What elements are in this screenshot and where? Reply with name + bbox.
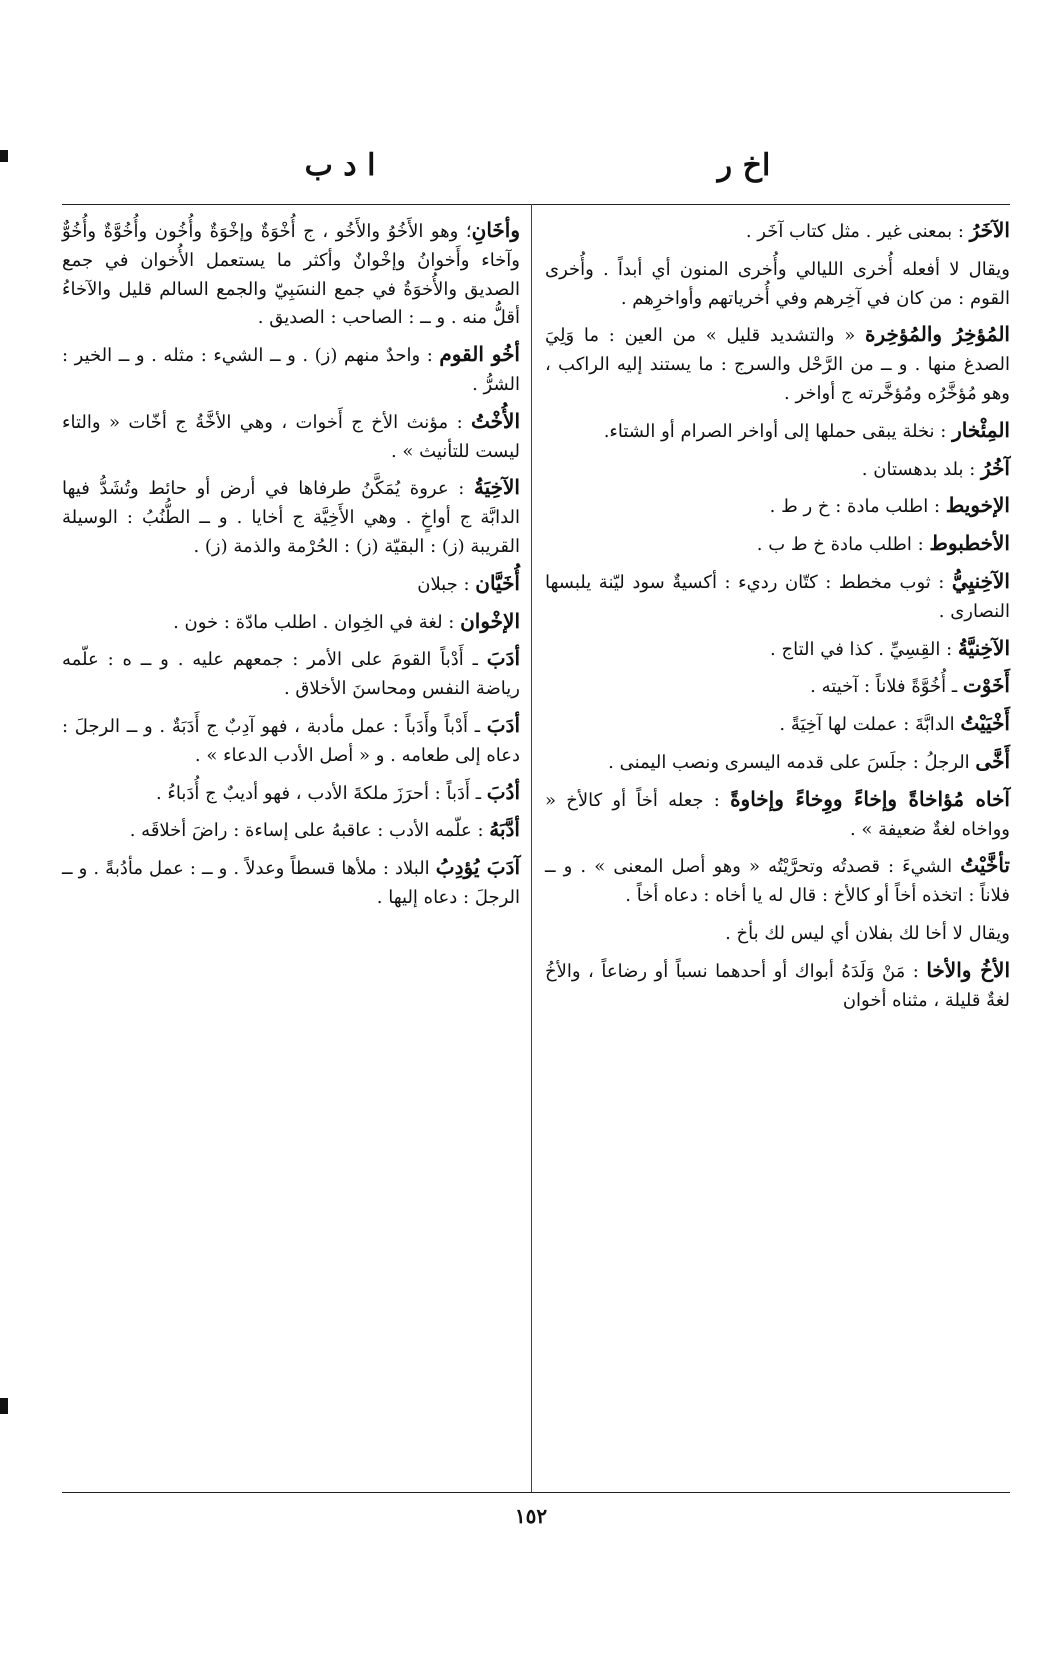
dictionary-entry	[62, 813, 520, 846]
entry-headword: وأخَانِ	[471, 218, 520, 242]
entry-headword: آدَبَ يُؤدِبُ	[435, 855, 521, 880]
dictionary-entry	[545, 669, 1010, 702]
edge-mark	[0, 1398, 8, 1414]
page-number: ١٥٢	[514, 1504, 548, 1528]
entry-definition: : لغة في الخِوان . اطلب مادّة : خون .	[173, 611, 461, 633]
dictionary-entry	[62, 214, 520, 333]
entry-definition: : واحدٌ منهم (ز) . و ــ الشيء : مثله . و ــ الخير : الشرُّ .	[62, 345, 520, 395]
entry-headword: أدُبَ	[486, 779, 520, 804]
dictionary-entry	[545, 632, 1010, 665]
entry-definition: : مَنْ وَلَدَهُ أبواك أو أحدهما نسباً أو رضاعاً ، والأخُ لغةٌ قليلة ، مثناه أخوان	[545, 960, 1010, 1011]
entry-headword: الإخْوان	[460, 608, 520, 633]
dictionary-entry	[545, 527, 1010, 560]
entry-definition: ويقال لا أفعله أُخرى الليالي وأُخرى المنون أي أبداً . وأُخرى القوم : من كان في آخِرهم وفي أُخرياتهم وأواخرِهم .	[545, 258, 1010, 309]
dictionary-entry	[545, 707, 1010, 740]
dictionary-entry	[62, 851, 520, 913]
dictionary-entry	[545, 489, 1010, 522]
entry-definition: : جعله أخاً أو كالأخ « وواخاه لغةٌ ضعيفة » .	[545, 789, 1010, 840]
entry-definition: : مؤنث الأخ ج أَخوات ، وهي الأخَّةُ ج أخّات « والتاء ليست للتأنيث » .	[62, 411, 520, 462]
entry-definition: : اطلب مادة : خ ر ط .	[769, 496, 946, 518]
entry-headword: أخُو القوم	[439, 342, 520, 367]
entry-headword: الآخِيَةُ	[473, 475, 520, 500]
entry-headword: أدَبَ	[486, 712, 520, 737]
entry-definition: ـ أَدَباً : أحرَزَ ملكةَ الأدب ، فهو أديبٌ ج أُدَباءُ .	[155, 782, 487, 804]
entry-definition: ويقال لا أخا لك بفلان أي ليس لك بأخ .	[725, 922, 1010, 944]
dictionary-entry	[545, 783, 1010, 845]
entry-definition: : بلد بدهستان .	[861, 458, 982, 480]
top-rule	[62, 204, 1010, 205]
left-column	[62, 214, 520, 918]
entry-definition: : علّمه الأدب : عاقبهُ على إساءة : راضَ أخلاقَه .	[129, 820, 490, 842]
entry-definition: الرجلُ : جلَسَ على قدمه اليسرى ونصب اليمنى .	[608, 751, 976, 773]
entry-headword: أَخْيَيْتُ	[960, 711, 1010, 736]
right-column	[545, 214, 1010, 1020]
entry-definition: ؛ وهو الأَخُوُ والأَخُو ، ج أُخْوَةٌ وإخْوَةٌ وأُخُون وأُخُوَّةٌ وأُخُوٌّ وآخاء وأَخوانُ وإخْوانٌ وأكثر ما يستعمل الأُخوان في جمع الصديق والأُخوَةُ في جمع النسَبِيّ والجمع السالم قليل والآخاءُ أقلُّ منه . و ــ : الصاحب : الصديق .	[62, 221, 520, 329]
entry-definition: ـ أُخُوَّةً فلاناً : آخيته .	[810, 676, 963, 698]
dictionary-entry	[545, 916, 1010, 949]
dictionary-entry	[62, 709, 520, 771]
entry-headword: الآخِنيَّةُ	[957, 635, 1010, 660]
dictionary-entry	[62, 776, 520, 809]
entry-headword: الأخُ والأخا	[926, 957, 1011, 982]
entry-definition: ـ أَدْباً وأَدَباً : عمل مأدبة ، فهو آدِبٌ ج أَدَبَةٌ . و ــ الرجلَ : دعاه إلى طعامه . و « أصل الأدب الدعاء » .	[62, 715, 520, 766]
entry-definition: « والتشديد قليل » من العين : ما وَلِيَ الصدغ منها . و ــ من الرَّحْل والسرج : ما يستند إليه الراكب ، وهو مُؤخَّرُه ومُؤخَّرته ج أواخر .	[545, 325, 1010, 404]
entry-headword: أَخَّى	[975, 748, 1010, 773]
entry-definition: : ثوب مخطط : كتّان رديء : أكسيةٌ سود ليّنة يلبسها النصارى .	[545, 571, 1010, 622]
entry-headword: أُخَيَّان	[475, 570, 520, 595]
entry-headword: الإخويط	[945, 493, 1010, 518]
dictionary-entry	[545, 745, 1010, 778]
entry-headword: الأخطبوط	[929, 531, 1010, 556]
entry-definition: الشيءَ : قصدتُه وتحرَّيْتُه « وهو أصل المعنى » . و ــ فلاناً : اتخذه أخاً أو كالأخ : قال له يا أخاه : دعاه أخاً .	[545, 856, 1010, 907]
dictionary-entry	[545, 414, 1010, 447]
dictionary-entry	[545, 252, 1010, 314]
entry-headword: أدَّبَهُ	[489, 817, 520, 842]
entry-headword: أَخَوْت	[962, 673, 1010, 698]
dictionary-entry	[545, 849, 1010, 911]
entry-definition: البلاد : ملأها قسطاً وعدلاً . و ــ : عمل مأدُبةً . و ــ الرجلَ : دعاه إليها .	[62, 858, 520, 908]
entry-headword: آخاه مُؤاخاةً وإخاءً ووِخاءً وإخاوةً	[730, 786, 1010, 811]
entry-headword: أدَبَ	[486, 646, 520, 671]
entry-headword: تأخَّيْتُ	[960, 853, 1010, 878]
entry-headword: آخُرُ	[981, 455, 1010, 480]
entry-definition: : نخلة يبقى حملها إلى أواخر الصرام أو الشتاء.	[603, 420, 953, 442]
dictionary-entry	[62, 338, 520, 400]
dictionary-entry	[545, 954, 1010, 1016]
entry-definition: : جبلان	[417, 573, 476, 595]
dictionary-entry	[62, 605, 520, 638]
dictionary-entry	[545, 565, 1010, 627]
dictionary-entry	[545, 318, 1010, 408]
dictionary-entry	[62, 405, 520, 467]
column-divider	[531, 204, 532, 1492]
entry-headword: الآخَرُ	[969, 218, 1010, 242]
entry-definition: : القِسِيِّ . كذا في التاج .	[770, 638, 958, 660]
entry-definition: : عروة يُمَكَّنُ طرفاها في أرض أو حائط وتُشَدُّ فيها الدابَّة ج أواخٍ . وهي الأَخِيَّة ج أخايا . و ــ الطُّنُبُ : الوسيلة القريبة (ز) : البقيّة (ز) : الحُرْمة والذمة (ز) .	[62, 478, 520, 557]
entry-headword: الأُخْتُ	[471, 408, 520, 433]
dictionary-entry	[545, 452, 1010, 485]
right-column-heading: اخ ر	[717, 148, 771, 183]
entry-definition: ـ أَدْباً القومَ على الأمر : جمعهم عليه . و ــ ه : علّمه رياضة النفس ومحاسنَ الأخلاق .	[62, 649, 520, 700]
entry-headword: المِئْخار	[952, 417, 1010, 442]
entry-definition: : بمعنى غير . مثل كتاب آخَر .	[745, 221, 970, 242]
edge-mark	[0, 150, 8, 162]
dictionary-entry	[62, 642, 520, 704]
left-column-heading: ا د ب	[304, 148, 376, 183]
entry-headword: المُؤخِرُ والمُؤخِرة	[864, 322, 1010, 347]
entry-definition: : اطلب مادة خ ط ب .	[756, 534, 930, 556]
entry-headword: الآخِنيِيُّ	[951, 568, 1010, 593]
dictionary-entry	[545, 214, 1010, 247]
entry-definition: الدابَّةَ : عملت لها آخِيَةً .	[779, 714, 961, 736]
dictionary-entry	[62, 471, 520, 561]
bottom-rule	[62, 1492, 1010, 1493]
dictionary-entry	[62, 567, 520, 600]
